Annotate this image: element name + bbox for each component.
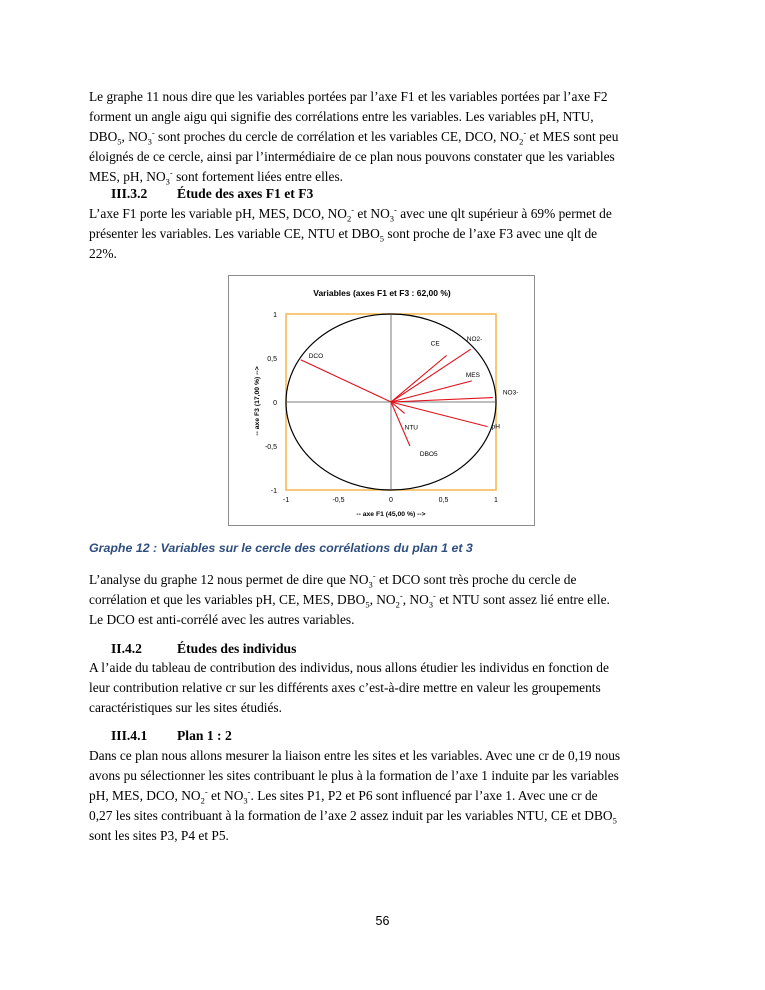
vector-label: MES [465, 371, 480, 379]
chart-svg [229, 276, 534, 525]
text-line: caractéristiques sur les sites étudiés. [89, 700, 282, 715]
text-line: pH, MES, DCO, $NO_2^-$ et $NO_3^-$. Les sites P1, P2 et P6 sont influencé par l’axe 1. Avec une cr de [89, 786, 598, 806]
y-tick-label: 1 [273, 312, 277, 319]
section-title: Étude des axes F1 et F3 [177, 186, 314, 201]
text-line: L’analyse du graphe 12 nous permet de dire que $NO_3^-$ et DCO sont très proche du cercle de [89, 570, 577, 590]
x-tick-labels [283, 497, 498, 504]
vector-label: pH [491, 423, 500, 431]
text-line: 22%. [89, 246, 117, 261]
section-title: Plan 1 : 2 [177, 728, 232, 743]
text-line: sont les sites P3, P4 et P5. [89, 828, 229, 843]
x-tick-label: -0,5 [332, 497, 345, 504]
section-number: III.4.1 [111, 728, 148, 743]
paragraph-graph12-analysis [89, 570, 676, 630]
text-line: $DBO_5$, $NO_3^-$ sont proches du cercle de corrélation et les variables CE, DCO, $NO_2^-$ et MES sont peu [89, 127, 619, 147]
x-tick-label: 0 [389, 497, 393, 504]
vector-label: DCO [308, 352, 324, 360]
paragraph-plan-1-2 [89, 746, 676, 846]
text-line: L’axe F1 porte les variable pH, MES, DCO, $NO_2^-$ et $NO_3^-$ avec une qlt supérieur à 69% permet de [89, 204, 612, 224]
text-line: Le DCO est anti-corrélé avec les autres variables. [89, 612, 355, 627]
vector-dco [301, 360, 391, 402]
section-number: II.4.2 [111, 641, 142, 656]
paragraph-individus [89, 658, 676, 718]
text-line: corrélation et que les variables pH, CE, MES, $DBO_5$, $NO_2^-$, $NO_3^-$ et NTU sont assez lié entre elle. [89, 590, 610, 610]
y-tick-label: 0,5 [267, 356, 277, 363]
text-line: présenter les variables. Les variable CE, NTU et $DBO_5$ sont proche de l’axe F3 avec une qlt de [89, 226, 598, 244]
text-line: A l’aide du tableau de contribution des individus, nous allons étudier les individus en fonction de [89, 660, 609, 675]
text-line: éloignés de ce cercle, ainsi par l’intermédiaire de ce plan nous pouvons constater que les variables [89, 149, 615, 164]
x-tick-label: 0,5 [438, 497, 449, 504]
chart-title: Variables (axes F1 et F3 : 62,00 %) [313, 288, 451, 298]
text-line: avons pu sélectionner les sites contribuant le plus à la formation de l’axe 1 induite par les variables [89, 768, 619, 783]
y-tick-label: -1 [270, 488, 277, 495]
correlation-circle-chart [228, 275, 535, 526]
vector-label: CE [430, 340, 440, 348]
vector-label: DBO5 [419, 451, 438, 458]
y-tick-label: 0 [273, 400, 277, 407]
vector-label: NO2- [466, 336, 483, 344]
text-line: Dans ce plan nous allons mesurer la liaison entre les sites et les variables. Avec une cr de 0,19 nous [89, 748, 621, 763]
section-heading-plan-1-2 [111, 728, 232, 744]
vector-label: NO3- [502, 389, 519, 397]
text-line: leur contribution relative cr sur les différents axes c’est-à-dire mettre en valeur les groupements [89, 680, 601, 695]
section-heading-axes-f1-f3 [111, 186, 313, 202]
text-line: MES, pH, $NO_3^-$ sont fortement liées entre elles. [89, 167, 344, 187]
text-line: forment un angle aigu qui signifie des corrélations entre les variables. Les variables pH, NTU, [89, 109, 594, 124]
section-heading-individus [111, 641, 296, 657]
figure-caption: Graphe 12 : Variables sur le cercle des corrélations du plan 1 et 3 [89, 541, 473, 555]
y-axis-label: -- axe F3 (17,00 %) --> [254, 366, 261, 436]
vector-ph [391, 402, 488, 427]
section-number: III.3.2 [111, 186, 148, 201]
paragraph-axes-f1-f3 [89, 204, 676, 264]
page-number: 56 [375, 914, 390, 928]
y-tick-labels [265, 312, 277, 495]
x-tick-label: -1 [282, 497, 290, 504]
text-line: Le graphe 11 nous dire que les variables portées par l’axe F1 et les variables portées par l’axe F2 [89, 89, 608, 104]
section-title: Études des individus [177, 641, 297, 656]
vector-no2 [391, 349, 471, 402]
paragraph-graph11-analysis [89, 87, 676, 187]
text-line: 0,27 les sites contribuant à la formation de l’axe 2 assez induit par les variables NTU, CE et $DBO_5$ [89, 808, 617, 826]
x-axis-label: -- axe F1 (45,00 %) --> [356, 511, 426, 518]
y-tick-label: -0,5 [264, 444, 277, 451]
vector-label: NTU [404, 424, 419, 432]
x-tick-label: 1 [494, 497, 498, 504]
